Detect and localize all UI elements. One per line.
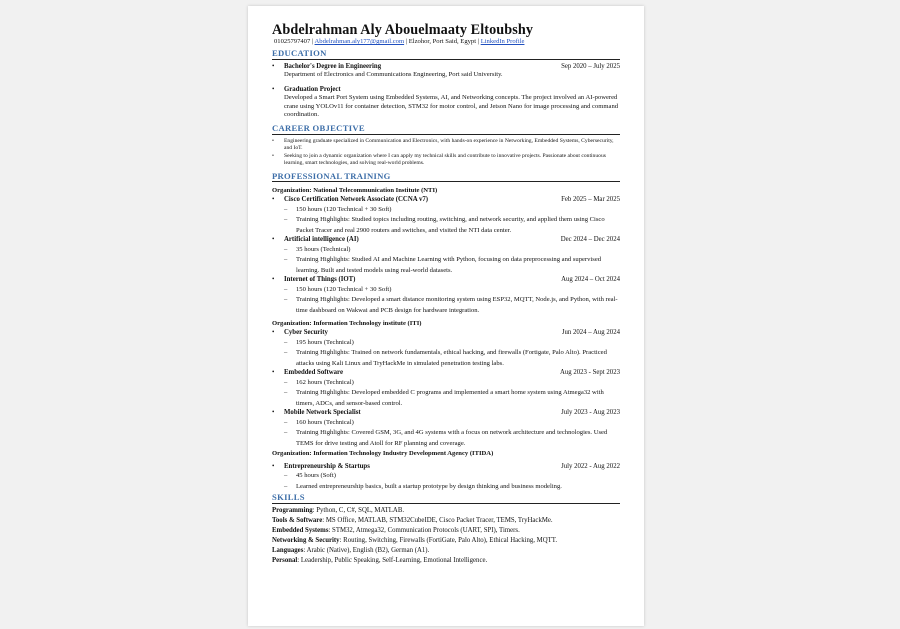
course-date: July 2023 - Aug 2023: [561, 409, 620, 417]
course-highlights: – Training Highlights: Studied AI and Machine Learning with Python, focusing on data preprocessing and supervised learning. Built and tested models using real-world datasets.: [272, 255, 620, 276]
course-header: [272, 236, 620, 245]
skill-row: [272, 546, 620, 556]
entry-date: Sep 2020 – July 2025: [561, 62, 620, 70]
course-details: [272, 245, 620, 277]
objective-list: [272, 138, 620, 168]
course-date: Aug 2023 - Sept 2023: [559, 369, 620, 376]
skill-value: : Python, C, C#, SQL, MATLAB.: [312, 506, 405, 514]
course-entry: [272, 276, 620, 316]
skill-label: Embedded Systems: [272, 526, 329, 534]
resume-content: [272, 22, 620, 566]
training-heading: PROFESSIONAL TRAINING: [272, 171, 620, 183]
org-heading: Organization: Information Technology Industry Development Agency (ITIDA): [272, 450, 494, 458]
course-date: Jun 2024 – Aug 2024: [561, 328, 620, 336]
course-details: [272, 338, 620, 370]
skill-label: Personal: [272, 556, 298, 564]
skill-row: [272, 556, 620, 566]
entry-title: • Bachelor's Degree in Engineering: [272, 63, 381, 72]
course-date: Feb 2025 – Mar 2025: [561, 196, 620, 204]
entry-header: [272, 86, 620, 95]
course-title: • Cisco Certification Network Associate (CCNA v7): [272, 196, 428, 205]
skill-label: Programming: [272, 506, 313, 514]
skill-value: : STM32, Atmega32, Communication Protocols (UART, SPI), Timers.: [328, 526, 520, 534]
skill-value: : MS Office, MATLAB, STM32CubeIDE, Cisco Packet Tracer, TEMS, TryHackMe.: [322, 516, 553, 524]
course-title: • Internet of Things (IOT): [272, 276, 355, 285]
list-item: • Engineering graduate specialized in Communication and Electronics, with hands-on experience in Networking, Embedded Systems, Cybersecurity, and IoT.: [272, 138, 620, 153]
course-highlights: – Training Highlights: Developed embedded C programs and implemented a smart home system using Atmega32 with timers, ADCs, and sensor-based control.: [272, 388, 620, 409]
location: | Elzohor, Port Said, Egypt |: [405, 38, 480, 45]
entry-description: Developed a Smart Port System using Embedded Systems, AI, and Networking concepts. The project involved an AI-powered crane using YOLOv11 for container detection, STM32 for motor control, and Jetson Nano for image processing and command coordination.: [284, 94, 619, 119]
resume-page: [248, 6, 644, 626]
course-details: [272, 471, 620, 492]
course-header: [272, 369, 620, 378]
course-entry: [272, 329, 620, 369]
course-title: • Entrepreneurship & Startups: [272, 463, 370, 472]
course-hours: – 35 hours (Technical): [272, 245, 620, 256]
course-details: [272, 418, 620, 450]
course-details: [272, 285, 620, 317]
skill-label: Tools & Software: [272, 516, 323, 524]
course-highlights: – Learned entrepreneurship basics, built a startup prototype by design thinking and business modeling.: [272, 482, 620, 493]
course-hours: – 45 hours (Soft): [272, 471, 620, 482]
course-header: [272, 463, 620, 472]
skills-list: [272, 506, 620, 566]
education-heading: EDUCATION: [272, 48, 620, 60]
course-title: • Artificial intelligence (AI): [272, 236, 359, 245]
skills-heading: SKILLS: [272, 492, 620, 504]
course-hours: – 150 hours (120 Technical + 30 Soft): [272, 205, 620, 216]
linkedin-link[interactable]: LinkedIn Profile: [480, 38, 525, 45]
org-heading: Organization: National Telecommunication Institute (NTI): [272, 187, 438, 195]
phone: 01025797407 |: [274, 38, 314, 45]
entry-header: [272, 63, 620, 72]
course-header: [272, 409, 620, 418]
list-item: • Seeking to join a dynamic organization where I can apply my technical skills and contribute to innovative projects. Passionate about continuous learning, smart technologies, and solving real-world problems.: [272, 153, 620, 168]
email-link[interactable]: Abdelrahman.aly177@gmail.com: [314, 38, 405, 45]
course-header: [272, 196, 620, 205]
course-entry: [272, 196, 620, 236]
course-highlights: – Training Highlights: Covered GSM, 3G, and 4G systems with a focus on network architecture and technologies. Used TEMS for drive testing and Atoll for RF planning and coverage.: [272, 428, 620, 449]
course-title: • Embedded Software: [272, 369, 343, 378]
course-highlights: – Training Highlights: Developed a smart distance monitoring system using ESP32, MQTT, Node.js, and Python, with real-time dashboard on Wakwai and PCB design for hardware integration.: [272, 295, 620, 316]
course-entry: [272, 409, 620, 449]
entry-title: • Graduation Project: [272, 86, 341, 95]
skill-value: : Routing, Switching, Firewalls (FortiGate, Palo Alto), Ethical Hacking, MQTT.: [339, 536, 558, 544]
skill-label: Networking & Security: [272, 536, 340, 544]
course-date: Aug 2024 – Oct 2024: [561, 276, 620, 284]
course-title: • Cyber Security: [272, 329, 328, 338]
course-hours: – 150 hours (120 Technical + 30 Soft): [272, 285, 620, 296]
course-entry: [272, 463, 620, 493]
resume-name: Abdelrahman Aly Abouelmaaty Eltoubshy: [272, 22, 534, 38]
education-entry: [272, 86, 620, 120]
contact-line: [272, 38, 620, 46]
course-hours: – 162 hours (Technical): [272, 378, 620, 389]
course-date: Dec 2024 – Dec 2024: [560, 236, 620, 244]
course-header: [272, 329, 620, 338]
org-heading: Organization: Information Technology institute (ITI): [272, 320, 422, 328]
skill-row: [272, 506, 620, 516]
skill-row: [272, 516, 620, 526]
entry-description: Department of Electronics and Communications Engineering, Port said University.: [284, 71, 503, 79]
objective-heading: CAREER OBJECTIVE: [272, 123, 620, 135]
skill-value: : Arabic (Native), English (B2), German (A1).: [303, 546, 430, 554]
course-header: [272, 276, 620, 285]
course-entry: [272, 236, 620, 276]
course-highlights: – Training Highlights: Studied topics including routing, switching, and network security, and applied them using Cisco Packet Tracer and real 2900 routers and switches, and visited the NTI data center.: [272, 215, 620, 236]
skill-row: [272, 536, 620, 546]
course-title: • Mobile Network Specialist: [272, 409, 361, 418]
course-highlights: – Training Highlights: Trained on network fundamentals, ethical hacking, and firewalls (Fortigate, Palo Alto). Practiced attacks using Kali Linux and TryHackMe in simulated penetration testing labs.: [272, 348, 620, 369]
skill-row: [272, 526, 620, 536]
course-details: [272, 205, 620, 237]
skill-value: : Leadership, Public Speaking, Self-Learning, Emotional Intelligence.: [297, 556, 488, 564]
course-hours: – 195 hours (Technical): [272, 338, 620, 349]
education-entry: [272, 63, 620, 80]
course-hours: – 160 hours (Technical): [272, 418, 620, 429]
course-date: July 2022 - Aug 2022: [561, 462, 620, 470]
skill-label: Languages: [272, 546, 304, 554]
course-details: [272, 378, 620, 410]
course-entry: [272, 369, 620, 409]
